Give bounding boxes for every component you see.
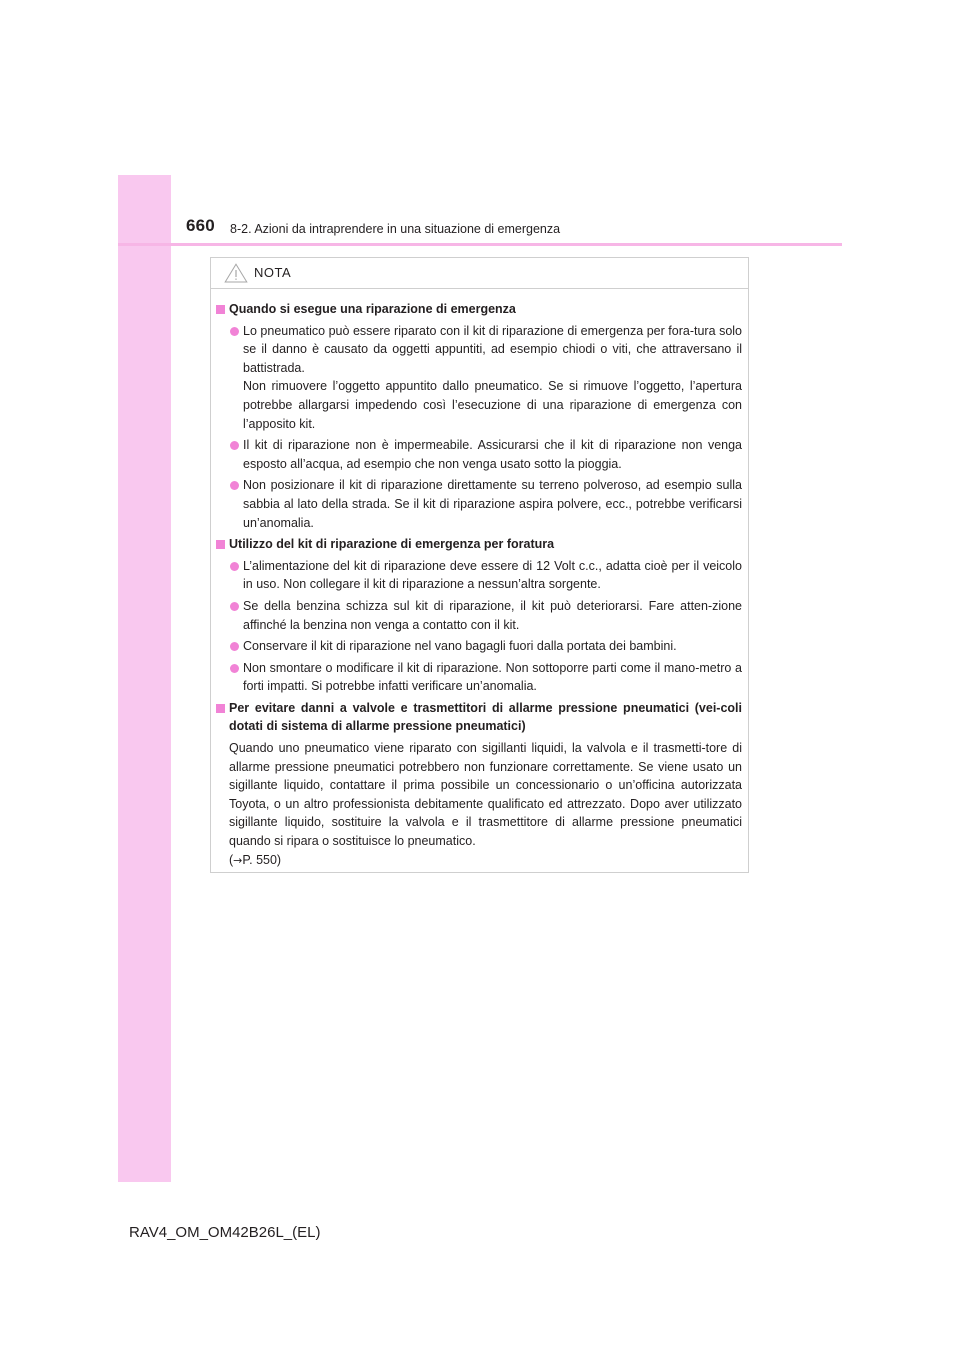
note-section-emergency-repair: [216, 300, 742, 532]
list-item: [216, 322, 742, 434]
chapter-side-band: [118, 175, 171, 1182]
note-header: [211, 258, 748, 289]
list-item: [216, 597, 742, 634]
note-body: [216, 300, 742, 873]
warning-triangle-icon: [224, 263, 248, 283]
list-item-text: Non smontare o modificare il kit di riparazione. Non sottoporre parti come il mano-metro a forti impatti. Si potrebbe infatti verificare un’anomalia.: [243, 660, 742, 694]
list-item: [216, 659, 742, 696]
paragraph-text: Quando uno pneumatico viene riparato con sigillanti liquidi, la valvola e il trasmetti-tore di allarme pressione pneumatici potrebbero non funzionare correttamente. Se viene usato un sigillante liquido, contattare il prima possibile un concessionario o un’officina autorizzata Toyota, o un altro professionista debitamente qualificato ed attrezzato. Dopo aver utilizzato sigillante liquido, sostituire la valvola e il trasmettitore di allarme pressione pneumatici quando si ripara o sostituisce lo pneumatico.: [229, 741, 742, 849]
note-box: [210, 257, 749, 873]
list-item: [216, 557, 742, 594]
square-bullet-icon: [216, 305, 225, 314]
header-rule: [118, 243, 842, 246]
note-section-valve-damage: [216, 699, 742, 870]
section-heading: Quando si esegue una riparazione di emergenza: [216, 300, 742, 319]
list-item: [216, 476, 742, 532]
circle-bullet-icon: [230, 481, 239, 490]
section-title: 8-2. Azioni da intraprendere in una situazione di emergenza: [230, 222, 561, 236]
list-item-text: Il kit di riparazione non è impermeabile. Assicurarsi che il kit di riparazione non venga esposto all’acqua, ad esempio che non venga usato sotto la pioggia.: [243, 438, 742, 471]
circle-bullet-icon: [230, 562, 239, 571]
list-item-text: Lo pneumatico può essere riparato con il kit di riparazione di emergenza per fora-tura solo se il danno è causato da oggetti appuntiti, ad esempio chiodi o viti, che attraversano il battistrada.: [243, 323, 742, 375]
section-heading: Per evitare danni a valvole e trasmettitori di allarme pressione pneumatici (vei-coli dotati di sistema di allarme pressione pneumatici): [216, 699, 742, 736]
list-item-text: Conservare il kit di riparazione nel vano bagagli fuori dalla portata dei bambini.: [243, 639, 677, 654]
arrow-right-icon: →: [233, 853, 243, 867]
section-paragraph: [216, 739, 742, 870]
list-item-text: Non posizionare il kit di riparazione direttamente su terreno polveroso, ad esempio sulla sabbia al lato della strada. Se il kit di riparazione aspira polvere, ecc., potrebbe verificarsi un’anomalia.: [243, 478, 742, 530]
list-item-text-continued: Non rimuovere l’oggetto appuntito dallo pneumatico. Se si rimuove l’oggetto, l’apertura potrebbe allargarsi impedendo così l’esecuzione di una riparazione di emergenza con l’apposito kit.: [243, 379, 742, 431]
section-heading: Utilizzo del kit di riparazione di emergenza per foratura: [216, 535, 742, 554]
circle-bullet-icon: [230, 441, 239, 450]
circle-bullet-icon: [230, 664, 239, 673]
list-item-text: L’alimentazione del kit di riparazione deve essere di 12 Volt c.c., adatta cioè per il veicolo in uso. Non collegare il kit di riparazione a nessun’altra sorgente.: [243, 558, 742, 592]
circle-bullet-icon: [230, 327, 239, 336]
square-bullet-icon: [216, 540, 225, 549]
circle-bullet-icon: [230, 642, 239, 651]
page-number: 660: [186, 216, 215, 235]
note-section-repair-kit-use: [216, 535, 742, 696]
page-reference[interactable]: (→P. 550): [229, 852, 282, 867]
footer-document-code: RAV4_OM_OM42B26L_(EL): [129, 1224, 321, 1241]
square-bullet-icon: [216, 704, 225, 713]
note-label: NOTA: [254, 265, 292, 280]
list-item: [216, 436, 742, 473]
list-item: [216, 637, 742, 656]
circle-bullet-icon: [230, 602, 239, 611]
list-item-text: Se della benzina schizza sul kit di riparazione, il kit può deteriorarsi. Fare atten-zione affinché la benzina non venga a contatto con il kit.: [243, 598, 742, 632]
